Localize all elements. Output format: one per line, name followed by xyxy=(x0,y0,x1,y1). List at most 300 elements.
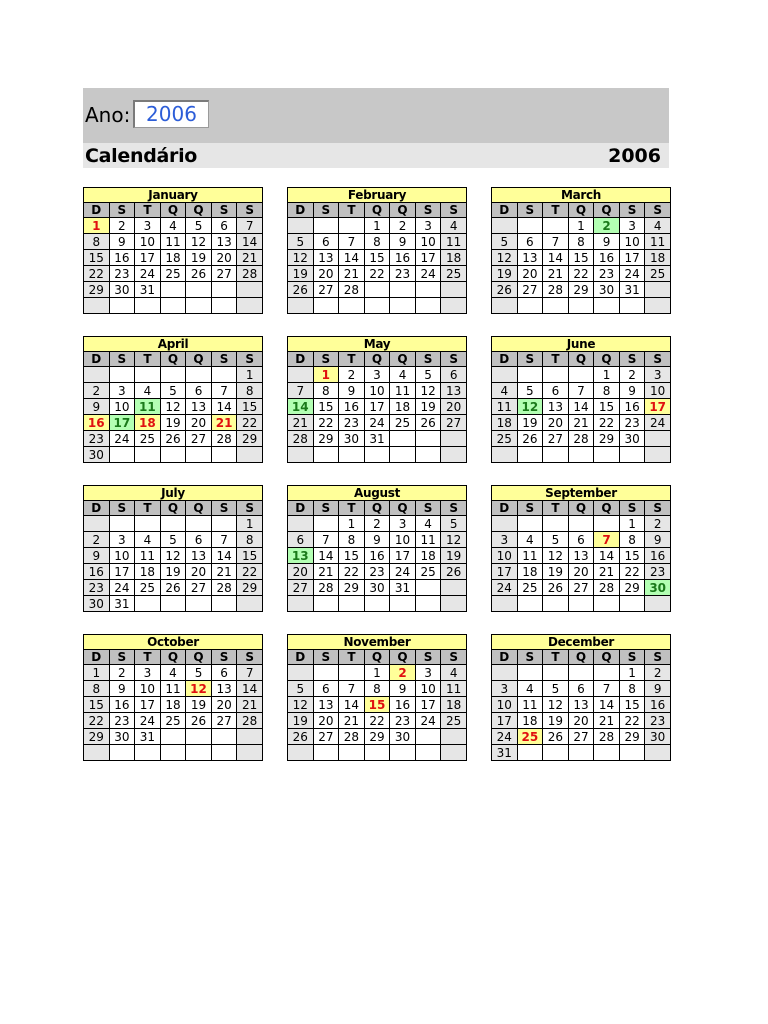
day-cell: 26 xyxy=(160,580,186,596)
day-cell: 9 xyxy=(84,548,110,564)
empty-cell xyxy=(415,282,441,298)
month-name: December xyxy=(491,634,671,649)
weekday-header: T xyxy=(135,501,161,516)
day-cell: 23 xyxy=(339,415,365,431)
day-cell: 24 xyxy=(619,266,645,282)
day-cell: 31 xyxy=(364,431,390,447)
day-cell: 12 xyxy=(160,399,186,415)
day-cell: 22 xyxy=(84,266,110,282)
weekday-header: T xyxy=(135,203,161,218)
empty-cell xyxy=(619,447,645,463)
empty-cell xyxy=(441,431,467,447)
day-cell: 11 xyxy=(415,532,441,548)
month-name: August xyxy=(287,485,467,500)
day-cell: 21 xyxy=(594,564,620,580)
weekday-header: S xyxy=(237,501,263,516)
day-cell: 24 xyxy=(492,729,518,745)
empty-cell xyxy=(543,745,569,761)
day-cell: 14 xyxy=(288,399,314,415)
weekday-header: S xyxy=(313,501,339,516)
day-cell: 24 xyxy=(109,580,135,596)
day-cell: 17 xyxy=(364,399,390,415)
day-cell: 10 xyxy=(492,548,518,564)
day-cell: 12 xyxy=(543,548,569,564)
month-table xyxy=(83,351,263,463)
month-may xyxy=(287,336,467,463)
empty-cell xyxy=(619,298,645,314)
day-cell: 14 xyxy=(313,548,339,564)
weekday-header: Q xyxy=(594,203,620,218)
day-cell: 26 xyxy=(517,431,543,447)
day-cell: 5 xyxy=(441,516,467,532)
day-cell: 10 xyxy=(415,681,441,697)
day-cell: 14 xyxy=(594,697,620,713)
day-cell: 13 xyxy=(288,548,314,564)
day-cell: 29 xyxy=(594,431,620,447)
weekday-header: Q xyxy=(186,203,212,218)
day-cell: 14 xyxy=(237,234,263,250)
day-cell: 21 xyxy=(211,564,237,580)
month-table xyxy=(491,202,671,314)
day-cell: 16 xyxy=(594,250,620,266)
empty-cell xyxy=(135,745,161,761)
day-cell: 25 xyxy=(415,564,441,580)
day-cell: 3 xyxy=(364,367,390,383)
weekday-header: D xyxy=(492,203,518,218)
day-cell: 11 xyxy=(160,681,186,697)
year-header-bar xyxy=(83,88,669,143)
day-cell: 18 xyxy=(441,697,467,713)
empty-cell xyxy=(186,516,212,532)
day-cell: 3 xyxy=(415,665,441,681)
day-cell: 6 xyxy=(313,681,339,697)
day-cell: 12 xyxy=(517,399,543,415)
weekday-header: S xyxy=(441,203,467,218)
day-cell: 19 xyxy=(160,564,186,580)
day-cell: 13 xyxy=(568,548,594,564)
day-cell: 30 xyxy=(645,729,671,745)
day-cell: 21 xyxy=(211,415,237,431)
empty-cell xyxy=(645,282,671,298)
empty-cell xyxy=(543,665,569,681)
day-cell: 3 xyxy=(492,532,518,548)
day-cell: 8 xyxy=(364,234,390,250)
day-cell: 1 xyxy=(619,516,645,532)
day-cell: 10 xyxy=(109,399,135,415)
day-cell: 1 xyxy=(364,665,390,681)
month-name: March xyxy=(491,187,671,202)
day-cell: 2 xyxy=(84,383,110,399)
day-cell: 1 xyxy=(594,367,620,383)
empty-cell xyxy=(288,367,314,383)
day-cell: 11 xyxy=(492,399,518,415)
empty-cell xyxy=(211,298,237,314)
day-cell: 6 xyxy=(543,383,569,399)
day-cell: 2 xyxy=(339,367,365,383)
day-cell: 9 xyxy=(619,383,645,399)
day-cell: 8 xyxy=(237,532,263,548)
day-cell: 25 xyxy=(492,431,518,447)
day-cell: 2 xyxy=(109,218,135,234)
weekday-header: S xyxy=(237,650,263,665)
weekday-header: S xyxy=(109,352,135,367)
day-cell: 12 xyxy=(186,234,212,250)
day-cell: 1 xyxy=(364,218,390,234)
day-cell: 17 xyxy=(109,564,135,580)
empty-cell xyxy=(441,447,467,463)
weekday-header: S xyxy=(619,501,645,516)
day-cell: 4 xyxy=(492,383,518,399)
day-cell: 15 xyxy=(594,399,620,415)
day-cell: 26 xyxy=(160,431,186,447)
day-cell: 24 xyxy=(364,415,390,431)
weekday-header: Q xyxy=(186,501,212,516)
empty-cell xyxy=(543,516,569,532)
empty-cell xyxy=(594,596,620,612)
day-cell: 20 xyxy=(313,266,339,282)
weekday-header: S xyxy=(109,203,135,218)
day-cell: 23 xyxy=(619,415,645,431)
empty-cell xyxy=(135,367,161,383)
day-cell: 8 xyxy=(313,383,339,399)
day-cell: 18 xyxy=(415,548,441,564)
day-cell: 9 xyxy=(364,532,390,548)
day-cell: 31 xyxy=(492,745,518,761)
month-table xyxy=(287,202,467,314)
day-cell: 19 xyxy=(517,415,543,431)
day-cell: 21 xyxy=(313,564,339,580)
month-february xyxy=(287,187,467,314)
day-cell: 11 xyxy=(441,681,467,697)
day-cell: 29 xyxy=(619,729,645,745)
empty-cell xyxy=(543,596,569,612)
day-cell: 17 xyxy=(135,250,161,266)
day-cell: 1 xyxy=(237,516,263,532)
month-name: June xyxy=(491,336,671,351)
weekday-header: S xyxy=(415,501,441,516)
weekday-header: S xyxy=(645,352,671,367)
empty-cell xyxy=(237,729,263,745)
day-cell: 11 xyxy=(135,548,161,564)
empty-cell xyxy=(415,580,441,596)
day-cell: 12 xyxy=(288,697,314,713)
day-cell: 7 xyxy=(211,532,237,548)
day-cell: 29 xyxy=(339,580,365,596)
day-cell: 7 xyxy=(237,665,263,681)
day-cell: 28 xyxy=(211,431,237,447)
day-cell: 29 xyxy=(84,282,110,298)
day-cell: 27 xyxy=(313,729,339,745)
empty-cell xyxy=(390,447,416,463)
day-cell: 27 xyxy=(211,266,237,282)
weekday-header: Q xyxy=(160,650,186,665)
day-cell: 15 xyxy=(619,548,645,564)
weekday-header: S xyxy=(619,352,645,367)
empty-cell xyxy=(543,298,569,314)
empty-cell xyxy=(390,282,416,298)
day-cell: 29 xyxy=(84,729,110,745)
month-june xyxy=(491,336,671,463)
day-cell: 7 xyxy=(211,383,237,399)
day-cell: 30 xyxy=(109,729,135,745)
empty-cell xyxy=(339,298,365,314)
weekday-header: Q xyxy=(594,650,620,665)
day-cell: 20 xyxy=(568,713,594,729)
day-cell: 25 xyxy=(517,729,543,745)
day-cell: 28 xyxy=(237,266,263,282)
day-cell: 16 xyxy=(84,564,110,580)
day-cell: 30 xyxy=(84,447,110,463)
weekday-header: S xyxy=(313,352,339,367)
day-cell: 4 xyxy=(517,681,543,697)
weekday-header: Q xyxy=(186,650,212,665)
weekday-header: S xyxy=(313,203,339,218)
empty-cell xyxy=(339,665,365,681)
day-cell: 18 xyxy=(441,250,467,266)
day-cell: 28 xyxy=(237,713,263,729)
day-cell: 6 xyxy=(313,234,339,250)
day-cell: 6 xyxy=(186,383,212,399)
day-cell: 25 xyxy=(135,431,161,447)
weekday-header: T xyxy=(135,650,161,665)
weekday-header: D xyxy=(288,352,314,367)
empty-cell xyxy=(160,516,186,532)
day-cell: 27 xyxy=(517,282,543,298)
empty-cell xyxy=(339,596,365,612)
day-cell: 10 xyxy=(492,697,518,713)
empty-cell xyxy=(186,298,212,314)
day-cell: 24 xyxy=(109,431,135,447)
day-cell: 29 xyxy=(364,729,390,745)
day-cell: 3 xyxy=(645,367,671,383)
empty-cell xyxy=(211,729,237,745)
weekday-header: Q xyxy=(568,650,594,665)
day-cell: 15 xyxy=(84,250,110,266)
weekday-header: Q xyxy=(390,203,416,218)
weekday-header: Q xyxy=(390,352,416,367)
day-cell: 26 xyxy=(288,729,314,745)
empty-cell xyxy=(364,298,390,314)
empty-cell xyxy=(237,745,263,761)
day-cell: 21 xyxy=(288,415,314,431)
day-cell: 10 xyxy=(390,532,416,548)
day-cell: 31 xyxy=(109,596,135,612)
day-cell: 27 xyxy=(288,580,314,596)
weekday-header: S xyxy=(313,650,339,665)
year-input[interactable]: 2006 xyxy=(133,100,209,128)
day-cell: 28 xyxy=(543,282,569,298)
empty-cell xyxy=(415,729,441,745)
day-cell: 10 xyxy=(364,383,390,399)
day-cell: 20 xyxy=(441,399,467,415)
weekday-header: D xyxy=(84,352,110,367)
weekday-header: S xyxy=(237,203,263,218)
day-cell: 2 xyxy=(364,516,390,532)
day-cell: 13 xyxy=(211,234,237,250)
day-cell: 22 xyxy=(339,564,365,580)
weekday-header: D xyxy=(288,203,314,218)
day-cell: 8 xyxy=(619,532,645,548)
empty-cell xyxy=(492,298,518,314)
day-cell: 10 xyxy=(645,383,671,399)
day-cell: 29 xyxy=(237,431,263,447)
empty-cell xyxy=(645,431,671,447)
day-cell: 15 xyxy=(84,697,110,713)
empty-cell xyxy=(160,282,186,298)
empty-cell xyxy=(543,447,569,463)
month-table xyxy=(83,649,263,761)
empty-cell xyxy=(237,596,263,612)
day-cell: 3 xyxy=(109,383,135,399)
empty-cell xyxy=(568,596,594,612)
empty-cell xyxy=(84,298,110,314)
day-cell: 8 xyxy=(568,234,594,250)
empty-cell xyxy=(492,596,518,612)
empty-cell xyxy=(517,665,543,681)
day-cell: 14 xyxy=(339,697,365,713)
day-cell: 4 xyxy=(160,665,186,681)
day-cell: 22 xyxy=(313,415,339,431)
day-cell: 27 xyxy=(186,580,212,596)
empty-cell xyxy=(288,298,314,314)
day-cell: 19 xyxy=(186,250,212,266)
day-cell: 16 xyxy=(364,548,390,564)
day-cell: 24 xyxy=(135,713,161,729)
day-cell: 20 xyxy=(313,713,339,729)
weekday-header: S xyxy=(211,203,237,218)
day-cell: 12 xyxy=(543,697,569,713)
day-cell: 16 xyxy=(645,697,671,713)
empty-cell xyxy=(645,447,671,463)
day-cell: 28 xyxy=(313,580,339,596)
empty-cell xyxy=(313,745,339,761)
month-october xyxy=(83,634,263,761)
empty-cell xyxy=(517,298,543,314)
day-cell: 30 xyxy=(109,282,135,298)
day-cell: 12 xyxy=(441,532,467,548)
day-cell: 1 xyxy=(619,665,645,681)
weekday-header: S xyxy=(441,650,467,665)
day-cell: 22 xyxy=(594,415,620,431)
empty-cell xyxy=(619,745,645,761)
day-cell: 11 xyxy=(517,697,543,713)
day-cell: 30 xyxy=(339,431,365,447)
weekday-header: Q xyxy=(594,501,620,516)
day-cell: 20 xyxy=(211,697,237,713)
empty-cell xyxy=(109,298,135,314)
day-cell: 4 xyxy=(645,218,671,234)
day-cell: 9 xyxy=(645,532,671,548)
day-cell: 24 xyxy=(645,415,671,431)
day-cell: 3 xyxy=(619,218,645,234)
weekday-header: Q xyxy=(160,501,186,516)
day-cell: 20 xyxy=(288,564,314,580)
day-cell: 18 xyxy=(517,564,543,580)
weekday-header: Q xyxy=(568,501,594,516)
empty-cell xyxy=(186,596,212,612)
empty-cell xyxy=(237,447,263,463)
day-cell: 23 xyxy=(109,266,135,282)
day-cell: 9 xyxy=(390,234,416,250)
empty-cell xyxy=(517,367,543,383)
day-cell: 18 xyxy=(160,250,186,266)
day-cell: 8 xyxy=(619,681,645,697)
empty-cell xyxy=(543,218,569,234)
day-cell: 5 xyxy=(186,218,212,234)
empty-cell xyxy=(645,596,671,612)
day-cell: 9 xyxy=(645,681,671,697)
day-cell: 5 xyxy=(543,532,569,548)
day-cell: 30 xyxy=(594,282,620,298)
month-name: October xyxy=(83,634,263,649)
day-cell: 21 xyxy=(339,713,365,729)
day-cell: 11 xyxy=(160,234,186,250)
day-cell: 31 xyxy=(135,282,161,298)
day-cell: 5 xyxy=(186,665,212,681)
day-cell: 11 xyxy=(517,548,543,564)
empty-cell xyxy=(441,298,467,314)
day-cell: 10 xyxy=(109,548,135,564)
day-cell: 18 xyxy=(135,415,161,431)
empty-cell xyxy=(135,596,161,612)
day-cell: 21 xyxy=(543,266,569,282)
day-cell: 2 xyxy=(390,665,416,681)
day-cell: 22 xyxy=(364,713,390,729)
weekday-header: T xyxy=(543,650,569,665)
empty-cell xyxy=(568,298,594,314)
weekday-header: D xyxy=(492,352,518,367)
day-cell: 4 xyxy=(390,367,416,383)
weekday-header: T xyxy=(543,501,569,516)
weekday-header: T xyxy=(339,650,365,665)
day-cell: 22 xyxy=(619,713,645,729)
empty-cell xyxy=(390,745,416,761)
day-cell: 31 xyxy=(135,729,161,745)
empty-cell xyxy=(492,665,518,681)
day-cell: 13 xyxy=(211,681,237,697)
empty-cell xyxy=(517,596,543,612)
weekday-header: S xyxy=(415,203,441,218)
day-cell: 8 xyxy=(594,383,620,399)
day-cell: 22 xyxy=(237,564,263,580)
day-cell: 9 xyxy=(390,681,416,697)
weekday-header: Q xyxy=(390,650,416,665)
empty-cell xyxy=(568,367,594,383)
day-cell: 30 xyxy=(390,729,416,745)
empty-cell xyxy=(237,282,263,298)
empty-cell xyxy=(160,745,186,761)
day-cell: 3 xyxy=(415,218,441,234)
day-cell: 23 xyxy=(390,266,416,282)
day-cell: 17 xyxy=(415,250,441,266)
day-cell: 26 xyxy=(288,282,314,298)
day-cell: 17 xyxy=(619,250,645,266)
empty-cell xyxy=(313,298,339,314)
day-cell: 18 xyxy=(492,415,518,431)
day-cell: 27 xyxy=(568,580,594,596)
day-cell: 26 xyxy=(543,729,569,745)
empty-cell xyxy=(211,447,237,463)
weekday-header: T xyxy=(543,352,569,367)
day-cell: 22 xyxy=(568,266,594,282)
day-cell: 9 xyxy=(339,383,365,399)
day-cell: 17 xyxy=(645,399,671,415)
day-cell: 22 xyxy=(237,415,263,431)
day-cell: 27 xyxy=(543,431,569,447)
day-cell: 2 xyxy=(84,532,110,548)
empty-cell xyxy=(568,516,594,532)
day-cell: 30 xyxy=(645,580,671,596)
